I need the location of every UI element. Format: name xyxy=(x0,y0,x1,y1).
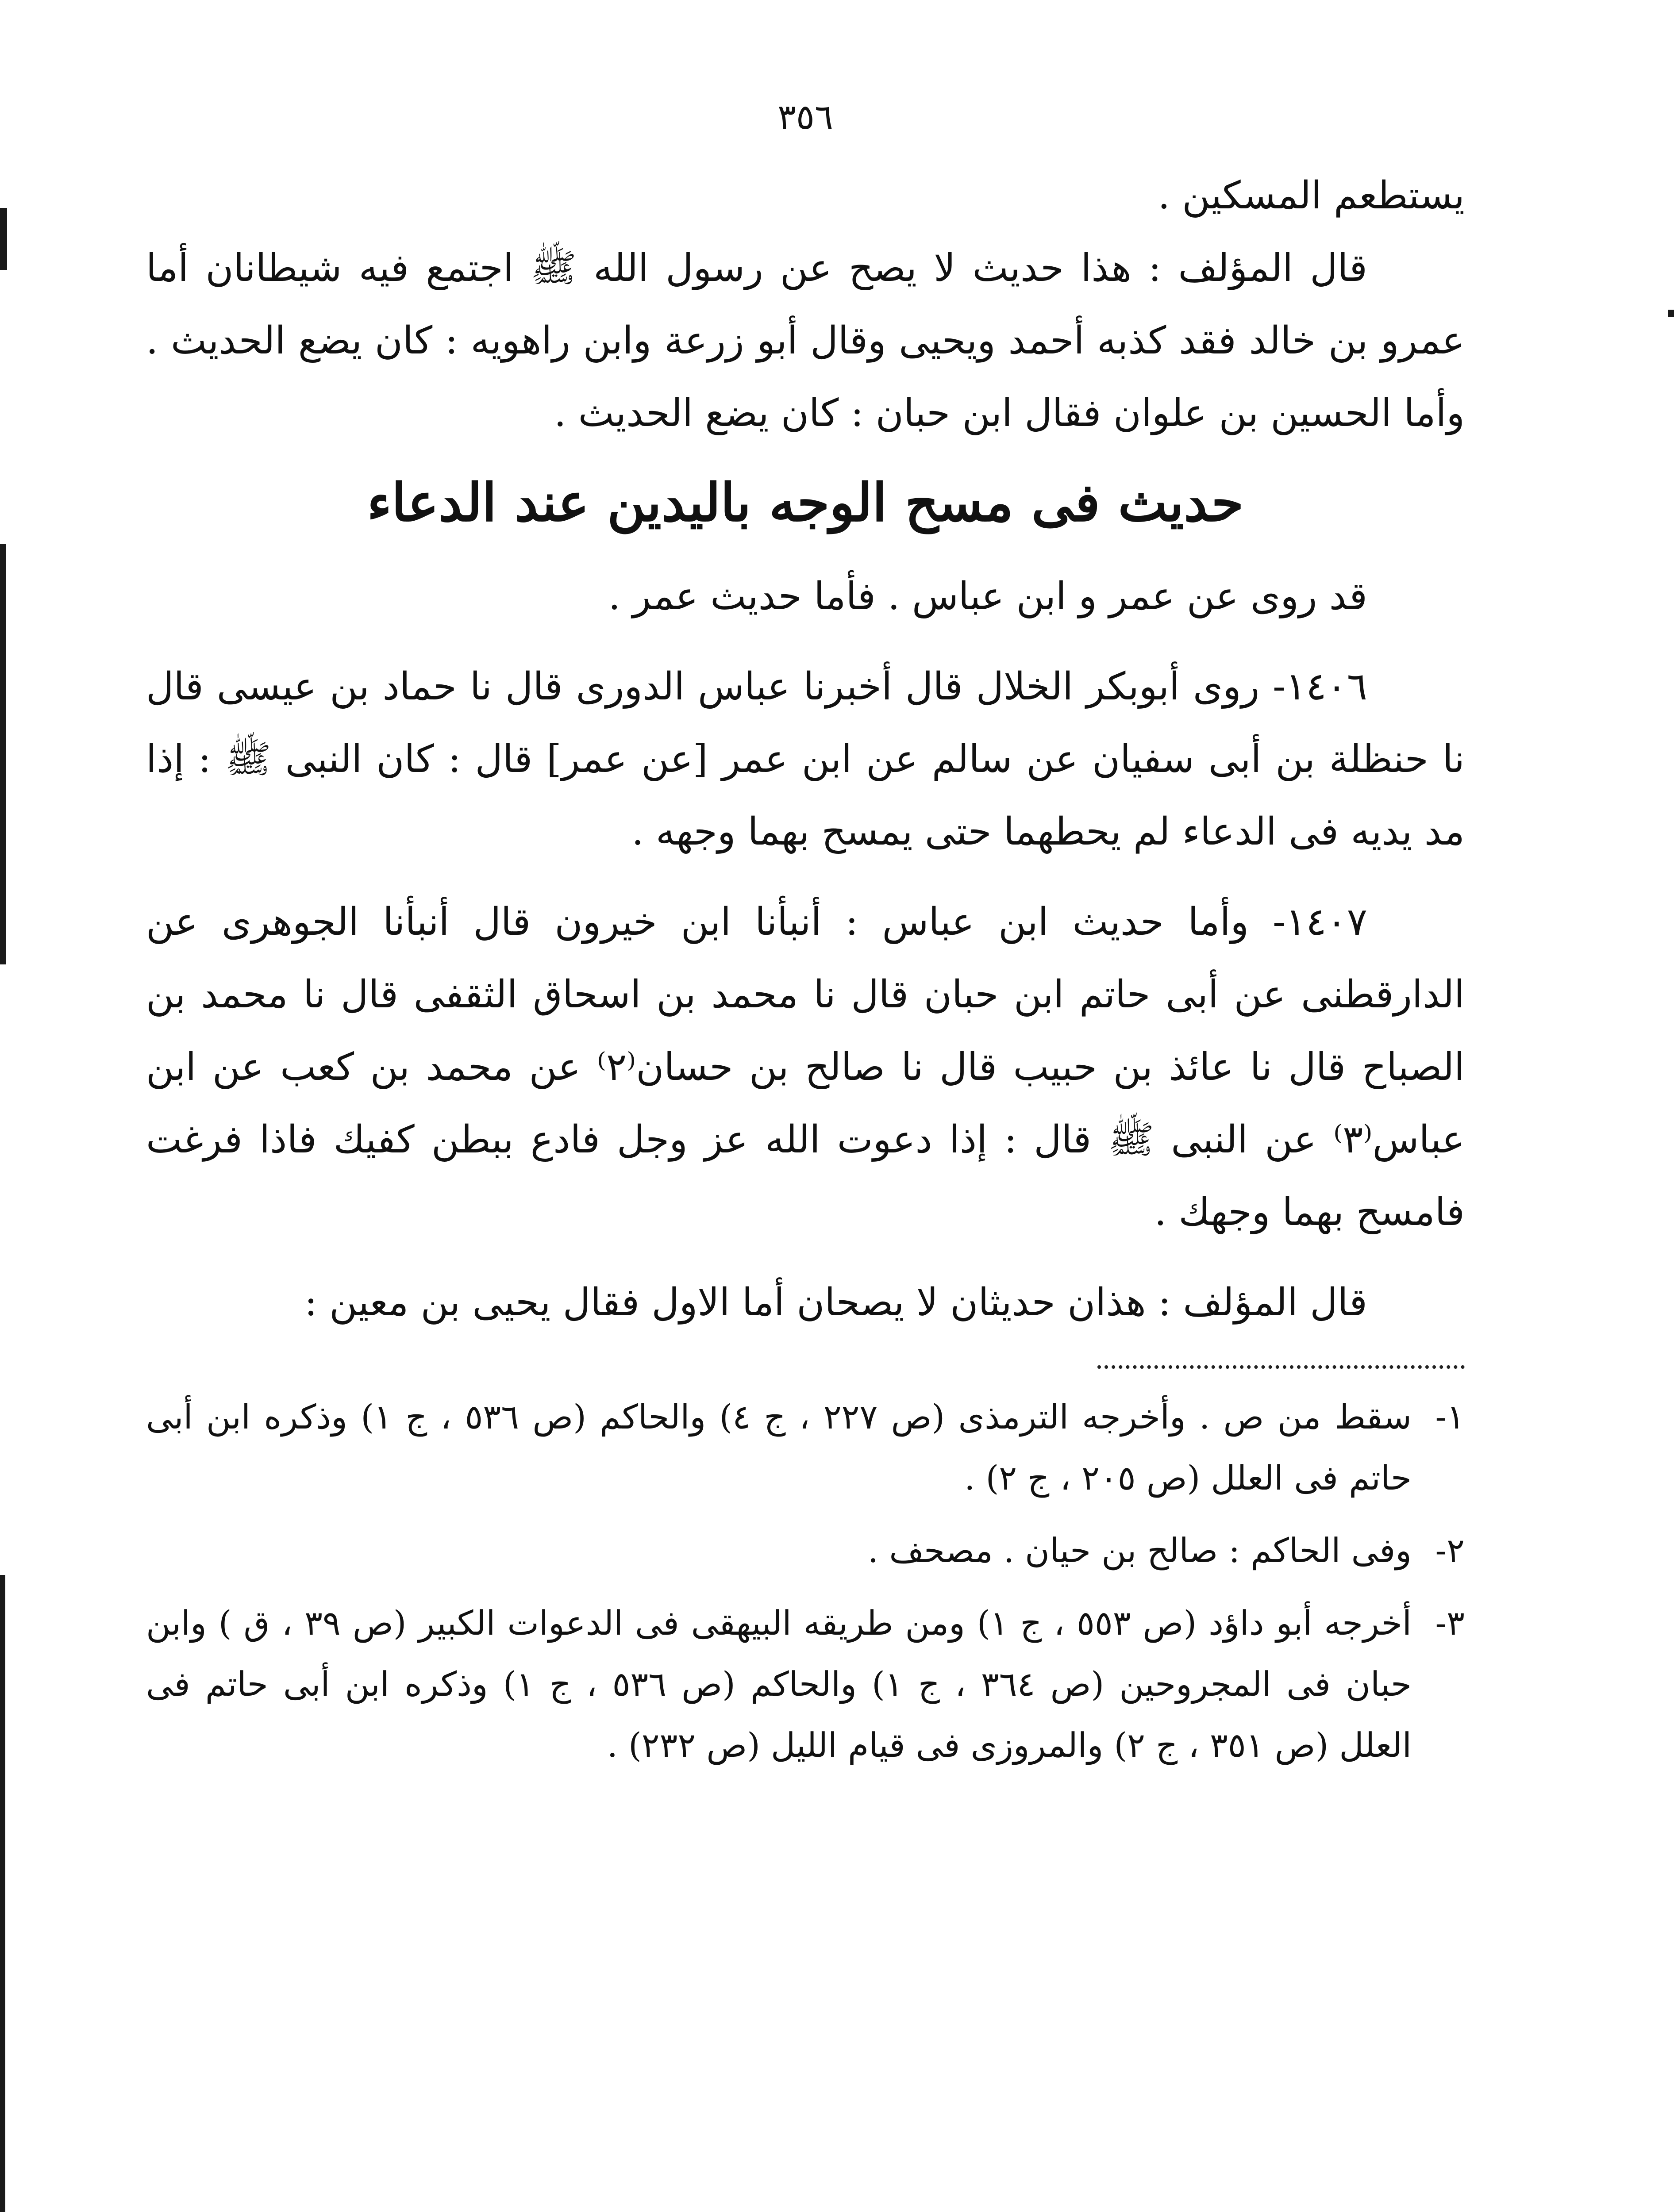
spacer xyxy=(146,1248,1465,1266)
document-page xyxy=(146,97,1465,1787)
hadith-paragraph: ١٤٠٧- وأما حديث ابن عباس : أنبأنا ابن خيرون قال أنبأنا الجوهرى عن الدارقطنى عن أبى حاتم ابن حبان قال نا محمد بن اسحاق الثقفى قال نا محمد بن الصباح قال نا عائذ بن حبيب قال نا صالح بن حسان⁽٢⁾ عن محمد بن كعب عن ابن عباس⁽٣⁾ عن النبى ﷺ قال : إذا دعوت الله عز وجل فادع ببطن كفيك فاذا فرغت فامسح بهما وجهك . xyxy=(146,900,1465,1234)
footnote-text: أخرجه أبو داؤد (ص ٥٥٣ ، ج ١) ومن طريقه البيهقى فى الدعوات الكبير (ص ٣٩ ، ق ) وابن حبان فى المجروحين (ص ٣٦٤ ، ج ١) والحاكم (ص ٥٣٦ ، ج ١) وذكره ابن أبى حاتم فى العلل (ص ٣٥١ ، ج ٢) والمروزى فى قيام الليل (ص ٢٣٢) . xyxy=(146,1603,1412,1765)
footnote-number: ٣- xyxy=(1435,1603,1465,1643)
footnote-number: ٢- xyxy=(1435,1531,1465,1570)
footnote xyxy=(146,1593,1465,1776)
paragraph: قد روى عن عمر و ابن عباس . فأما حديث عمر . xyxy=(608,574,1367,618)
paragraph: قال المؤلف : هذان حديثان لا يصحان أما الاول فقال يحيى بن معين : xyxy=(304,1280,1367,1325)
section-heading: حديث فى مسح الوجه باليدين عند الدعاء xyxy=(367,472,1244,533)
footnote-text: سقط من ص . وأخرجه الترمذى (ص ٢٢٧ ، ج ٤) والحاكم (ص ٥٣٦ ، ج ١) وذكره ابن أبى حاتم فى العلل (ص ٢٠٥ ، ج ٢) . xyxy=(146,1397,1412,1498)
paragraph: قال المؤلف : هذا حديث لا يصح عن رسول الله ﷺ اجتمع فيه شيطانان أما عمرو بن خالد فقد كذبه أحمد ويحيى وقال أبو زرعة وابن راهويه : كان يضع الحديث . وأما الحسين بن علوان فقال ابن حبان : كان يضع الحديث . xyxy=(146,246,1465,435)
spacer xyxy=(146,868,1465,886)
hadith-paragraph: ١٤٠٦- روى أبوبكر الخلال قال أخبرنا عباس الدورى قال نا حماد بن عيسى قال نا حنظلة بن أبى سفيان عن سالم عن ابن عمر [عن عمر] قال : كان النبى ﷺ : إذا مد يديه فى الدعاء لم يحطهما حتى يمسح بهما وجهه . xyxy=(146,664,1465,854)
paragraph: يستطعم المسكين . xyxy=(1158,173,1465,218)
footnote-text: وفى الحاكم : صالح بن حيان . مصحف . xyxy=(868,1531,1412,1570)
footnote-number: ١- xyxy=(1435,1397,1465,1436)
page-number: ٣٥٦ xyxy=(777,97,833,137)
footnote-divider xyxy=(1097,1365,1465,1369)
scan-edge-mark xyxy=(1668,310,1674,317)
footnote xyxy=(146,1520,1465,1581)
footnote xyxy=(146,1386,1465,1509)
scan-edge-mark xyxy=(0,208,7,270)
spacer xyxy=(146,633,1465,650)
scan-edge-mark xyxy=(0,1575,5,2212)
scan-edge-mark xyxy=(0,544,6,964)
